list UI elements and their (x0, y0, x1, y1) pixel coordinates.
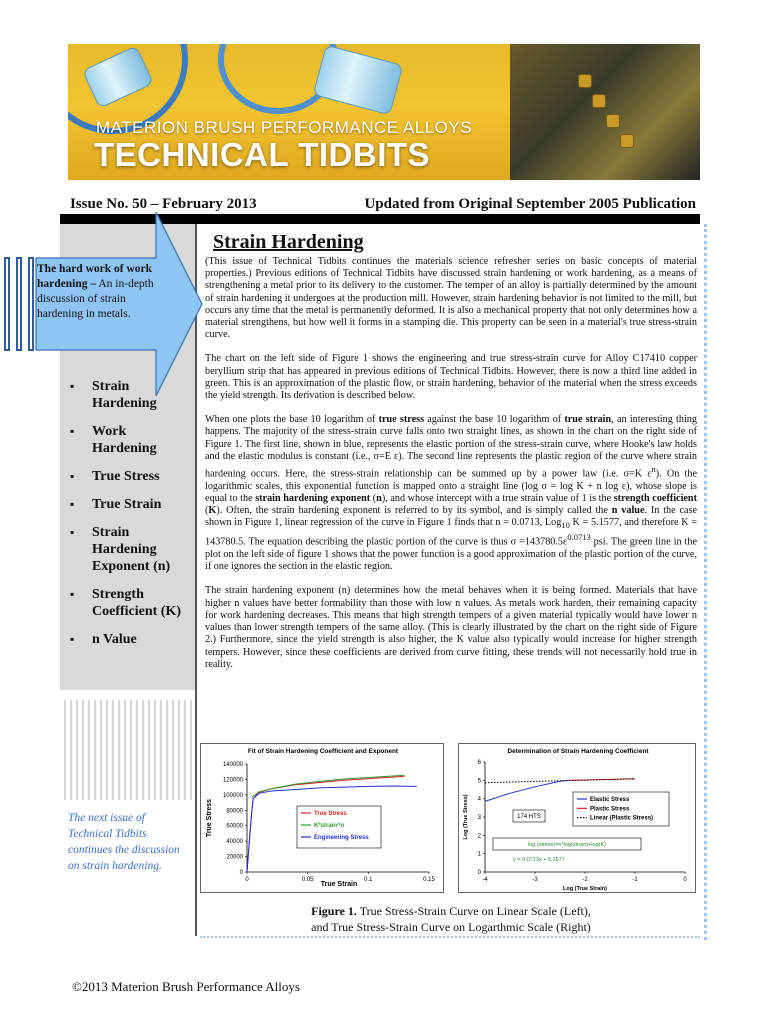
x-tick-label: 0.1 (364, 877, 373, 883)
article-title: Strain Hardening (213, 231, 364, 253)
x-axis-label: True Strain (320, 881, 358, 888)
topic-item: ▪ Strength Coefficient (K) (70, 586, 194, 620)
issue-number: Issue No. 50 – February 2013 (70, 196, 257, 212)
sidebar-pattern (60, 700, 196, 800)
callout-body: An in-depth discussion of strain hardening in metals. (37, 278, 154, 320)
topic-list (70, 378, 194, 659)
y-tick-label: 40000 (226, 839, 243, 846)
p3-text: K = 5.1577, and therefore K = 143780.5. The equation describing the plastic portion of the curve is thus σ =143780.5ε (205, 517, 697, 548)
exponent-n: n (651, 464, 656, 475)
annotation-equation: log (stress)=n*log(strain)+log(K) (528, 842, 606, 848)
term-strength-coefficient: strength coefficient (613, 492, 697, 504)
dotted-border (704, 224, 707, 940)
y-tick-label: 60000 (226, 823, 243, 830)
decorative-bar (4, 257, 10, 351)
paragraph-4: The strain hardening exponent (n) determines how the metal behaves when it is being formed. Materials that have higher n values have better formability than those with low n values. As metals work harden, their remaining capacity for work hardening decreases. This means that high strength tempers of a given material typically would have lower n values than lower strength tempers of the same alloy. (This is clearly illustrated by the chart on the right side of Figure 2.) Furthermore, since the yield strength is also higher, the K value also typically would increase for higher strength tempers. However, since these coefficients are derived from curve fitting, these trends will not necessarily hold true in reality. (205, 585, 697, 670)
contact-pad (606, 114, 620, 128)
caption-line-1: True Stress-Strain Curve on Linear Scale (Left), (356, 904, 591, 918)
x-axis-label: Log (True Strain) (563, 886, 607, 892)
legend-label: Linear (Plastic Stress) (590, 815, 654, 822)
term-k: K (208, 505, 217, 517)
exponent-value: 0.0713 (567, 532, 591, 543)
p3-text: When one plots the base 10 logarithm of (205, 414, 379, 426)
term-true-strain: true strain (564, 414, 612, 426)
chart-linear (200, 743, 444, 893)
y-tick-label: 1 (477, 851, 481, 858)
paragraph-2: The chart on the left side of Figure 1 shows the engineering and true stress-strain curve for Alloy C17410 copper beryllium strip that has appeared in previous editions of Technical Tidbits. However, there is now a third line added in green. This is an approximation of the plastic flow, or strain hardening, behavior of the material when the stress exceeds the yield strength. Its derivation is described below. (205, 353, 697, 402)
article (205, 231, 697, 683)
subscript-10: 10 (561, 520, 570, 531)
y-tick-label: 140000 (222, 762, 243, 768)
y-tick-label: 80000 (226, 808, 243, 815)
topic-item: ▪ True Strain (70, 496, 194, 513)
callout-text (37, 262, 167, 322)
paragraph-1: (This issue of Technical Tidbits continues the materials science refresher series on basic concepts of material properties.) Previous editions of Technical Tidbits have discussed strain hardening or work hardening, as a means of strengthening a metal prior to its delivery to the customer. The temper of an alloy is partially determined by the amount of strain hardening it undergoes at the production mill. However, strain hardening behavior is not limited to the mill, but occurs any time that the metal is permanently deformed. It is also a mechanical property that not only determines how a material strengthens, but how well it forms in a stamping die. This property can be seen in a material's true stress-strain curve. (205, 256, 697, 341)
chart-log-svg (459, 744, 697, 894)
contact-pad (578, 74, 592, 88)
decorative-bar (16, 257, 22, 351)
contact-pad (620, 134, 634, 148)
p3-text: against the base 10 logarithm of (424, 414, 565, 426)
p3-text: ( (205, 505, 209, 517)
y-tick-label: 6 (477, 760, 481, 766)
chart-title: Fit of Strain Hardening Coefficient and Exponent (247, 748, 399, 755)
p3-text: . In the case shown in Figure 1, linear regression of the curve in Figure 1 finds that n = 0.0713, Log (205, 505, 698, 529)
header-banner (68, 44, 700, 180)
paragraph-3 (205, 414, 697, 573)
p3-text: ), and whose intercept with a true strain value of 1 is the (381, 492, 614, 504)
chart-title: Determination of Strain Hardening Coefficient (507, 748, 649, 755)
contact-pad (592, 94, 606, 108)
y-tick-label: 120000 (222, 777, 243, 784)
p3-text: ( (370, 492, 377, 504)
y-tick-label: 2 (477, 833, 481, 840)
company-name: MATERION BRUSH PERFORMANCE ALLOYS (96, 118, 473, 137)
chart-linear-svg (201, 744, 445, 894)
update-note: Updated from Original September 2005 Publication (364, 196, 696, 212)
y-tick-label: 100000 (222, 792, 243, 799)
callout-lead: The hard work of work hardening – (37, 263, 153, 290)
legend-label: K*strain^n (314, 823, 345, 829)
x-tick-label: 0 (245, 877, 249, 883)
legend-label: Engineering Stress (314, 835, 369, 841)
topic-item: ▪ n Value (70, 631, 194, 648)
topic-item: ▪ Work Hardening (70, 423, 194, 457)
chip-photo (510, 44, 700, 180)
x-tick-label: 0.05 (301, 877, 314, 883)
p3-text: , an interesting thing happens. The majority of the stress-strain curve falls onto two straight lines, as shown in the chart on the right side of Figure 1. The first line, shown in blue, represents the elastic portion of the stress-strain curve, where Hooke's law holds and the elastic modulus is constant (i.e., σ=E ε). The second line represents the plastic region of the curve where strain hardening occurs. Here, the stress-strain relationship can be summed up by a power law (i.e. σ=K ε (205, 414, 697, 480)
legend-label: Plastic Stress (590, 806, 630, 813)
y-axis-label: Log (True Stress) (463, 794, 469, 840)
annotation-fit: y = 0.0713x + 5.1577 (513, 857, 565, 863)
topic-item: ▪ True Stress (70, 468, 194, 485)
series-line-elastic-stress (485, 780, 570, 801)
caption-line-2: and True Stress-Strain Curve on Logarthmic Scale (Right) (311, 920, 591, 934)
annotation-temper: 174 HTS (517, 814, 541, 820)
term-n: n (376, 492, 382, 504)
legend-label: Elastic Stress (590, 797, 630, 803)
y-tick-label: 5 (477, 778, 481, 785)
y-tick-label: 4 (477, 796, 481, 803)
y-tick-label: 3 (477, 815, 481, 821)
figure-caption (205, 903, 697, 935)
x-tick-label: -4 (482, 877, 488, 883)
term-n-value: n value (611, 505, 645, 517)
y-tick-label: 20000 (226, 854, 243, 861)
caption-label: Figure 1. (311, 904, 357, 918)
term-strain-hardening-exponent: strain hardening exponent (255, 492, 371, 504)
chart-log (458, 743, 696, 893)
x-tick-label: 0.15 (423, 877, 435, 883)
y-tick-label: 0 (239, 870, 243, 876)
p3-text: ). On the logarithmic scales, this exponential function is mapped onto a straight line (log σ = log K + n log ε), whose slope is equal to the (205, 468, 697, 504)
term-true-stress: true stress (378, 414, 425, 426)
x-tick-label: 0 (683, 877, 687, 883)
copyright: ©2013 Materion Brush Performance Alloys (72, 979, 300, 994)
connector-graphic (313, 45, 404, 116)
p3-text: psi. The green line in the plot on the left side of figure 1 shows that the power function is a good approximation of the plastic portion of the curve, if one ignores the section in the elastic region. (205, 536, 697, 573)
dotted-border (200, 936, 700, 938)
topic-item: ▪ Strain Hardening Exponent (n) (70, 524, 194, 575)
x-tick-label: -1 (632, 877, 638, 883)
x-tick-label: -3 (532, 877, 538, 883)
legend-label: True Stress (314, 811, 347, 817)
y-axis-label: True Stress (206, 798, 213, 838)
y-tick-label: 0 (477, 870, 481, 876)
p3-text: ). Often, the strain hardening exponent is referred to by its symbol, and is simply called the (216, 505, 612, 517)
newsletter-title: TECHNICAL TIDBITS (94, 136, 431, 173)
topic-item: ▪ Strain Hardening (70, 378, 194, 412)
x-tick-label: -2 (582, 877, 588, 883)
next-issue-note: The next issue of Technical Tidbits continues the discussion on strain hardening. (68, 812, 180, 872)
